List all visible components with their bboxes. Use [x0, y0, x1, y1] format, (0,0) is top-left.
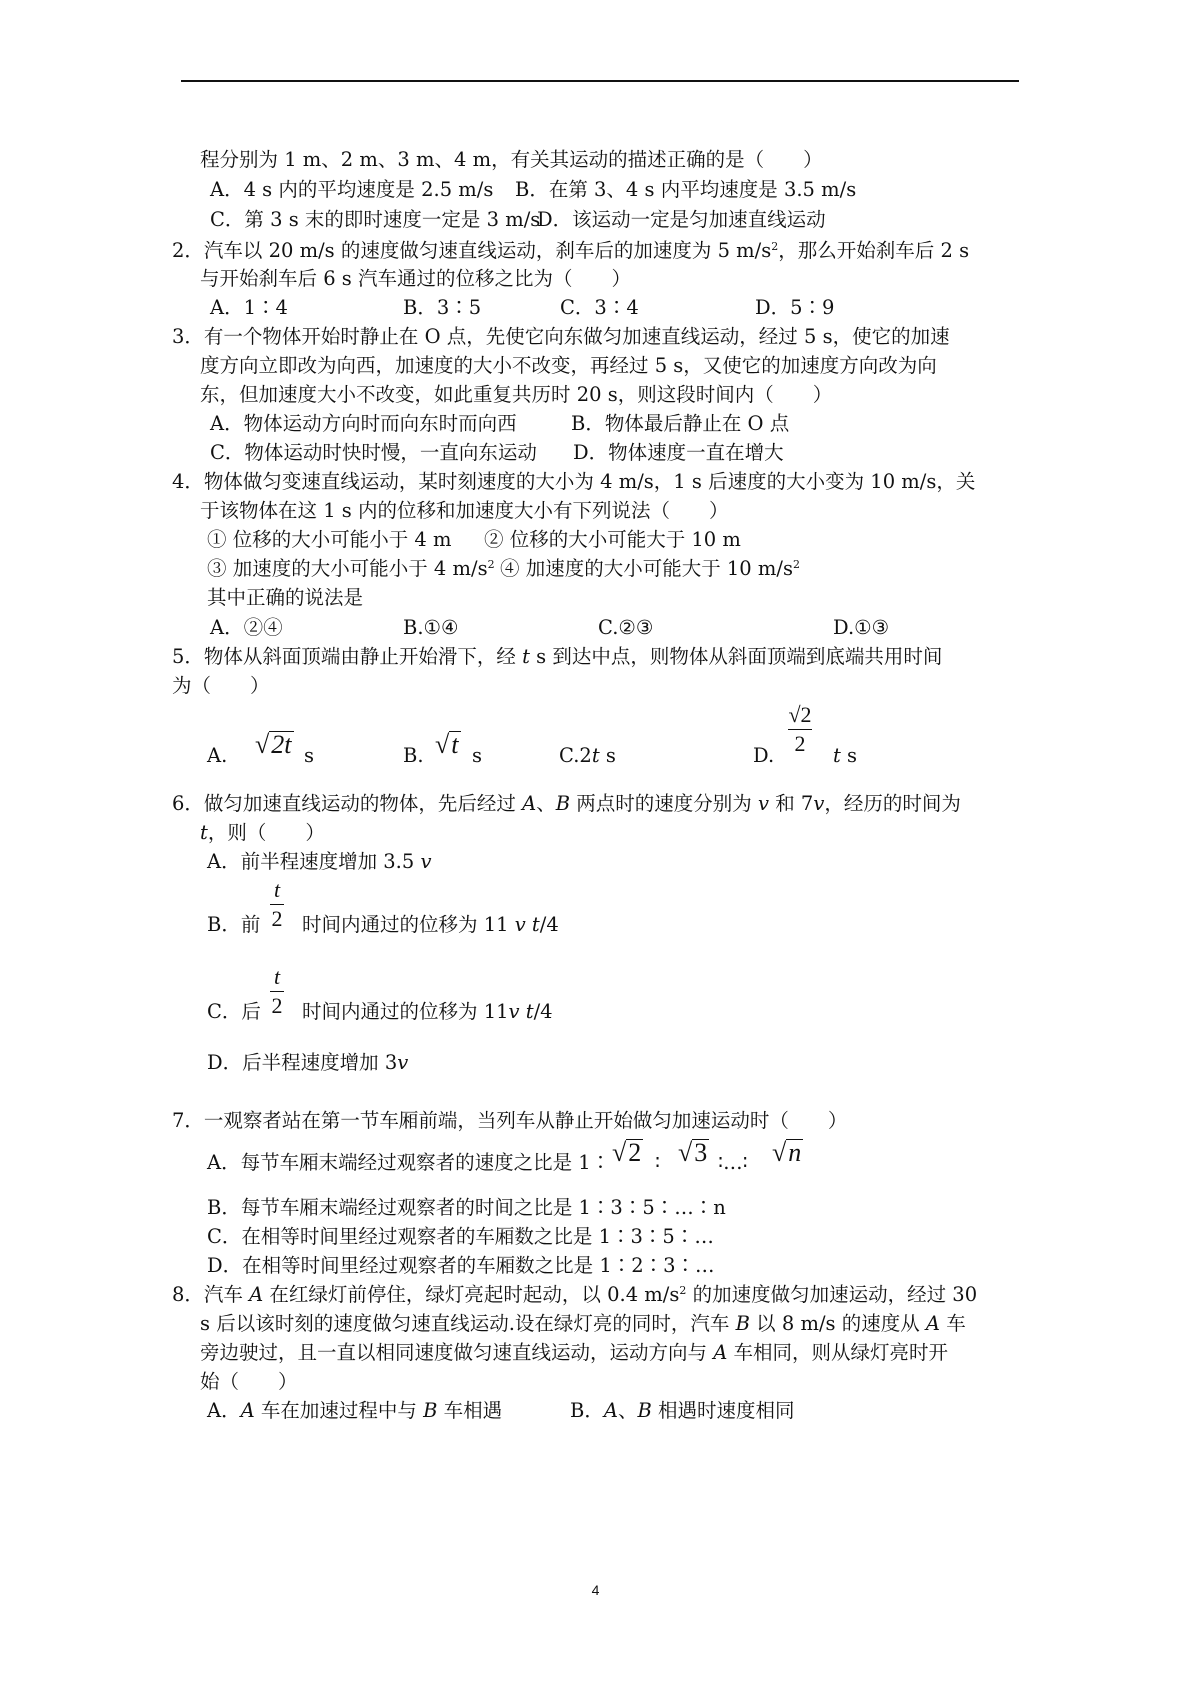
- q3-option-a: A．物体运动方向时而向东时而向西: [210, 412, 517, 435]
- q6-option-b-fraction: [270, 878, 284, 931]
- header-rule: [181, 80, 1019, 82]
- q3-option-c: C．物体运动时快时慢，一直向东运动: [210, 441, 537, 464]
- q4-stem-line-1: 4．物体做匀变速直线运动，某时刻速度的大小为 4 m/s，1 s 后速度的大小变为 10 m/s，关: [172, 470, 976, 493]
- q7-option-a-sqrt-3: √3: [678, 1138, 708, 1167]
- q7-option-d: D．在相等时间里经过观察者的车厢数之比是 1∶2∶3∶…: [207, 1254, 715, 1277]
- q4-stem-line-2: 于该物体在这 1 s 内的位移和加速度大小有下列说法（ ）: [200, 499, 729, 522]
- q6-option-c-text: 时间内通过的位移为 11v t/4: [302, 1000, 553, 1023]
- q4-statement-2: ② 位移的大小可能大于 10 m: [484, 528, 741, 551]
- q6-option-c-denominator: 2: [271, 993, 283, 1018]
- q5-option-d-label: D.: [753, 744, 775, 767]
- q3-stem-line-3: 东，但加速度大小不改变，如此重复共历时 20 s，则这段时间内（ ）: [200, 383, 833, 406]
- q7-option-a-sqrt-2: √2: [612, 1138, 642, 1167]
- q8-stem-line-4: 始（ ）: [200, 1370, 298, 1393]
- q5-option-b-label: B.: [403, 744, 424, 767]
- q2-stem-line-2: 与开始刹车后 6 s 汽车通过的位移之比为（ ）: [200, 267, 632, 290]
- q4-option-b: B.①④: [403, 616, 459, 639]
- q4-statement-4: ④ 加速度的大小可能大于 10 $m/s^2$: [500, 557, 800, 580]
- q5-option-d-denominator: 2: [794, 731, 806, 756]
- fraction-bar: [270, 904, 284, 905]
- q5-option-b-sqrt: √t: [435, 730, 459, 759]
- q5-option-b-unit: s: [472, 744, 483, 767]
- q8-stem-line-2: s 后以该时刻的速度做匀速直线运动.设在绿灯亮的同时，汽车 B 以 8 m/s 的速度从 A 车: [200, 1312, 966, 1335]
- q5-option-d-unit: t s: [833, 744, 858, 767]
- q4-option-a: A．②④: [210, 616, 283, 639]
- q6-option-b-numerator: t: [273, 877, 281, 902]
- q2-option-b: B．3∶5: [403, 296, 482, 319]
- q6-option-c-numerator: t: [273, 964, 281, 989]
- q2-option-d: D．5∶9: [755, 296, 835, 319]
- q8-option-a: A．A 车在加速过程中与 B 车相遇: [207, 1399, 503, 1422]
- q1-option-b: B．在第 3、4 s 内平均速度是 3.5 m/s: [515, 178, 857, 201]
- q6-option-b-text: 时间内通过的位移为 11 v t/4: [302, 913, 559, 936]
- q5-stem-line-2: 为（ ）: [172, 674, 270, 697]
- q3-stem-line-1: 3．有一个物体开始时静止在 O 点，先使它向东做匀加速直线运动，经过 5 s，使它的加速: [172, 325, 950, 348]
- q6-option-d: D．后半程速度增加 3v: [207, 1051, 409, 1074]
- q1-option-d: D．该运动一定是匀加速直线运动: [537, 208, 826, 231]
- q6-stem-line-1: 6．做匀加速直线运动的物体，先后经过 A、B 两点时的速度分别为 v 和 7v，经历的时间为: [172, 792, 961, 815]
- q4-option-d: D.①③: [833, 616, 890, 639]
- q5-option-c: C.2t s: [559, 744, 616, 767]
- q3-stem-line-2: 度方向立即改为向西，加速度的大小不改变，再经过 5 s，又使它的加速度方向改为向: [200, 354, 937, 377]
- q1-option-c: C．第 3 s 末的即时速度一定是 3 m/s: [210, 208, 541, 231]
- q5-option-d-fraction: [788, 703, 812, 756]
- fraction-bar: [270, 991, 284, 992]
- q8-stem-line-3: 旁边驶过，且一直以相同速度做匀速直线运动，运动方向与 A 车相同，则从绿灯亮时开: [200, 1341, 948, 1364]
- fraction-bar: [788, 729, 812, 730]
- q4-option-c: C.②③: [598, 616, 654, 639]
- q7-stem: 7．一观察者站在第一节车厢前端，当列车从静止开始做匀加速运动时（ ）: [172, 1109, 848, 1132]
- q2-option-c: C．3∶4: [560, 296, 639, 319]
- q5-option-a-unit: s: [304, 744, 315, 767]
- q6-option-c-label: C．后: [207, 1000, 261, 1023]
- q4-stem-line-3: 其中正确的说法是: [207, 586, 364, 609]
- q1-option-a: A．4 s 内的平均速度是 2.5 m/s: [210, 178, 494, 201]
- q5-option-d-numerator: √2: [788, 702, 812, 727]
- q7-option-a-separator: ∶: [655, 1151, 661, 1174]
- q7-option-a-sqrt-n: √n: [772, 1138, 802, 1167]
- q6-option-b-denominator: 2: [271, 906, 283, 931]
- q7-option-a-ellipsis: ∶…∶: [718, 1151, 748, 1174]
- q7-option-c: C．在相等时间里经过观察者的车厢数之比是 1∶3∶5∶…: [207, 1225, 714, 1248]
- q3-option-d: D．物体速度一直在增大: [573, 441, 784, 464]
- q6-option-a: A．前半程速度增加 3.5 v: [207, 850, 432, 873]
- q5-option-a-sqrt: √2t: [255, 730, 292, 759]
- q1-stem-line: 程分别为 1 m、2 m、3 m、4 m，有关其运动的描述正确的是（ ）: [200, 148, 823, 171]
- q2-option-a: A．1∶4: [210, 296, 288, 319]
- q3-option-b: B．物体最后静止在 O 点: [571, 412, 790, 435]
- q5-option-a-label: A.: [207, 744, 228, 767]
- q7-option-b: B．每节车厢末端经过观察者的时间之比是 1∶3∶5∶…∶n: [207, 1196, 726, 1219]
- page-number: 4: [591, 1582, 600, 1598]
- q8-option-b: B．A、B 相遇时速度相同: [570, 1399, 795, 1422]
- q6-option-b-label: B．前: [207, 913, 261, 936]
- q6-stem-line-2: t，则（ ）: [200, 821, 325, 844]
- q4-statement-1: ① 位移的大小可能小于 4 m: [207, 528, 452, 551]
- q4-statement-3: ③ 加速度的大小可能小于 4 $m/s^2$: [207, 557, 495, 580]
- q6-option-c-fraction: [270, 965, 284, 1018]
- q7-option-a-text: A．每节车厢末端经过观察者的速度之比是 1∶: [207, 1151, 611, 1174]
- q8-stem-line-1: 8．汽车 A 在红绿灯前停住，绿灯亮起时起动，以 0.4 $m/s^2$ 的加速度做匀加速运动，经过 30: [172, 1283, 978, 1306]
- q2-stem-line-1: 2．汽车以 20 m/s 的速度做匀速直线运动，刹车后的加速度为 5 $m/s^2$，那么开始刹车后 2 s: [172, 239, 970, 262]
- q5-stem-line-1: 5．物体从斜面顶端由静止开始滑下，经 t s 到达中点，则物体从斜面顶端到底端共用时间: [172, 645, 943, 668]
